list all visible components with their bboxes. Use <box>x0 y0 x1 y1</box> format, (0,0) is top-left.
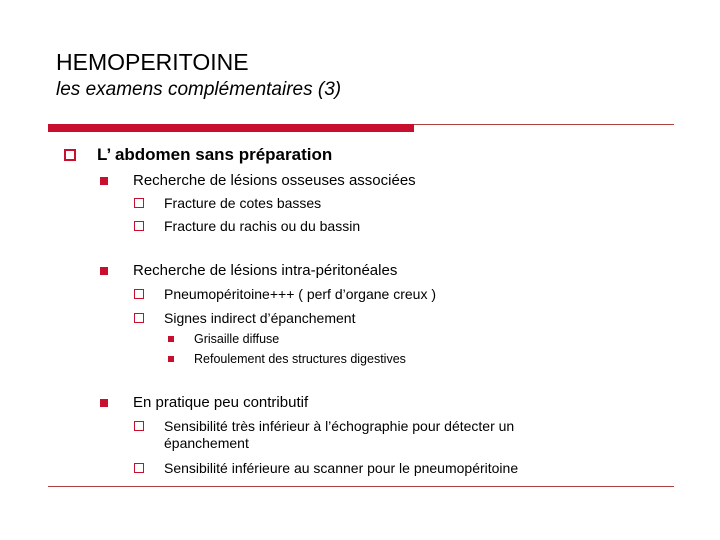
section-2-subitem-1: Grisaille diffuse <box>194 332 280 346</box>
filled-square-bullet-icon <box>100 399 108 407</box>
main-heading: L’ abdomen sans préparation <box>97 145 333 164</box>
filled-square-bullet-icon <box>168 336 174 342</box>
section-1-item-2: Fracture du rachis ou du bassin <box>164 218 361 234</box>
bottom-rule <box>48 486 674 487</box>
hollow-square-bullet-icon <box>64 149 76 161</box>
filled-square-bullet-icon <box>168 356 174 362</box>
section-2-item-2: Signes indirect d’épanchement <box>164 310 356 326</box>
title-rule-red <box>48 124 414 132</box>
filled-square-bullet-icon <box>100 177 108 185</box>
section-3-item-1: Sensibilité très inférieur à l’échographie pour détecter un épanchement <box>164 418 515 451</box>
slide-subtitle: les examens complémentaires (3) <box>56 79 342 100</box>
section-3-item-2: Sensibilité inférieure au scanner pour le pneumopéritoine <box>164 460 519 476</box>
section-2-subitem-2: Refoulement des structures digestives <box>194 352 406 366</box>
hollow-square-bullet-icon <box>134 421 144 431</box>
filled-square-bullet-icon <box>100 267 108 275</box>
hollow-square-bullet-icon <box>134 289 144 299</box>
section-2-item-1: Pneumopéritoine+++ ( perf d’organe creux ) <box>164 286 436 302</box>
hollow-square-bullet-icon <box>134 198 144 208</box>
section-3-text: En pratique peu contributif <box>133 394 309 411</box>
title-rule-thin <box>414 124 674 125</box>
hollow-square-bullet-icon <box>134 463 144 473</box>
section-2-text: Recherche de lésions intra-péritonéales <box>133 262 398 279</box>
hollow-square-bullet-icon <box>134 221 144 231</box>
section-1-text: Recherche de lésions osseuses associées <box>133 172 416 189</box>
section-1-item-1: Fracture de cotes basses <box>164 195 322 211</box>
slide-title: HEMOPERITOINE <box>56 49 249 75</box>
hollow-square-bullet-icon <box>134 313 144 323</box>
